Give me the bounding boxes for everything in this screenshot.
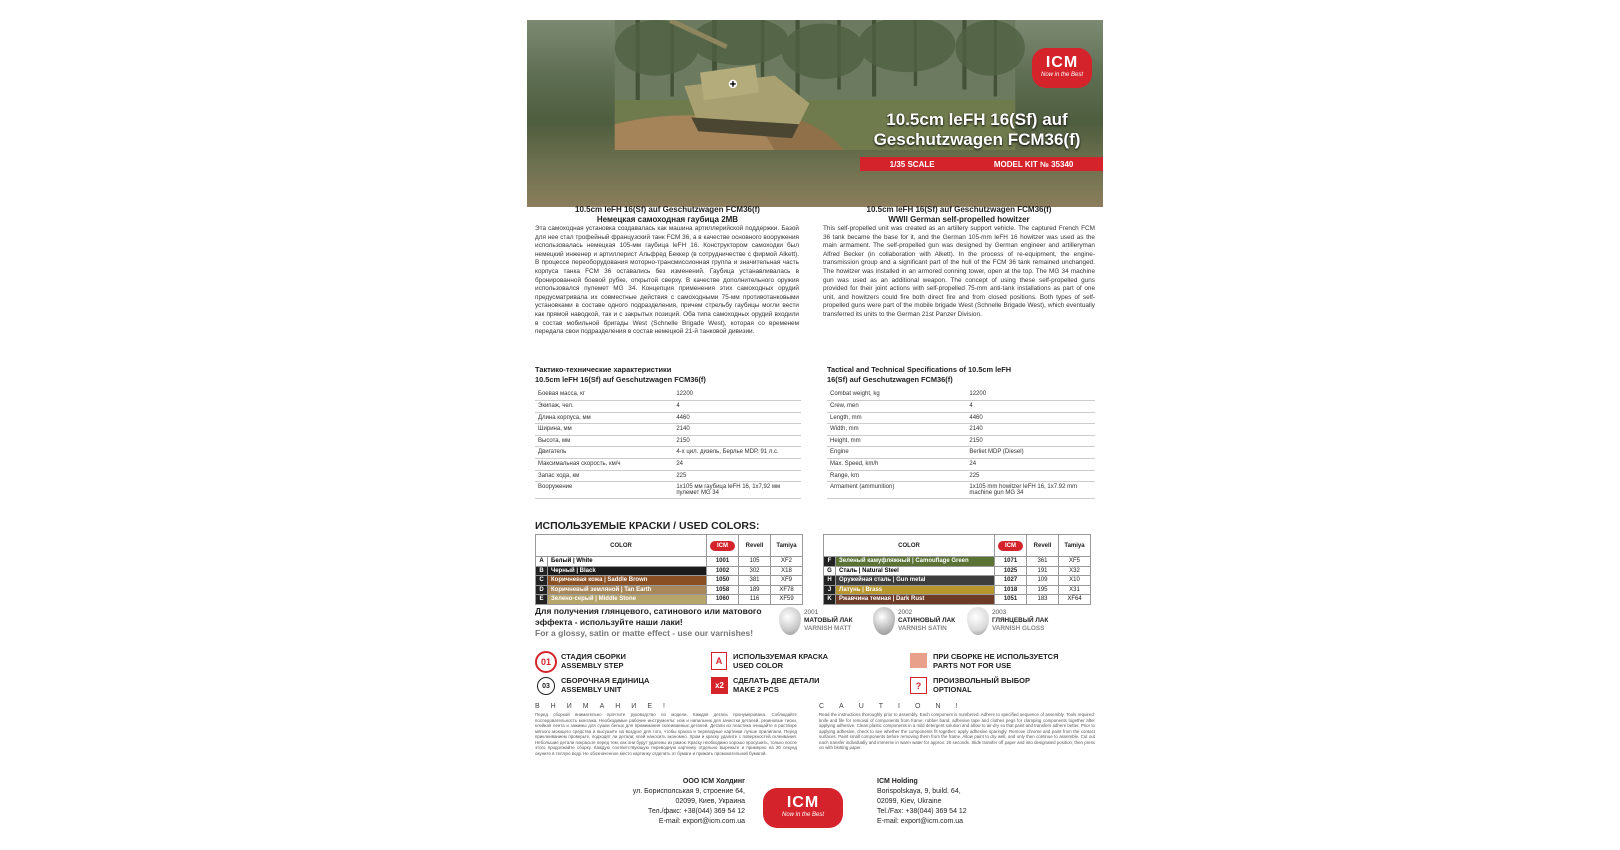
spec-label: Длина корпуса, мм [535, 412, 673, 424]
paint-letter: H [824, 576, 836, 586]
varnish-label [898, 609, 955, 633]
assembly-step-icon: 01 [535, 651, 557, 673]
paint-row [536, 557, 803, 567]
spec-value: 2140 [966, 424, 1095, 436]
spec-label: Combat weight, kg [827, 389, 966, 401]
icm-code: 1001 [707, 557, 739, 567]
varnish-promo: Для получения глянцевого, сатинового или матового эффекта - используйте наши лаки! For a glossy, satin or matte effect - use our varnishes! [535, 606, 762, 638]
varnish-num: 2001 [804, 609, 819, 616]
spec-row [535, 470, 801, 482]
spec-value: 12200 [673, 389, 801, 401]
warning-ru-heading: ВНИМАНИЕ! [535, 703, 676, 710]
revell-code: 191 [1027, 566, 1059, 576]
warning-en-heading: CAUTION! [819, 703, 973, 710]
address-en: ICM Holding Borispolskaya, 9, build. 64, 02099, Kiev, Ukraine Tel./Fax: +38(044) 369 54 12 E-mail: export@icm.com.ua [877, 778, 967, 825]
paint-row [536, 566, 803, 576]
spec-ru-title: Тактико-технические характеристики 10.5cm leFH 16(Sf) auf Geschutzwagen FCM36(f) [535, 365, 706, 384]
revell-code: 109 [1027, 576, 1059, 586]
revell-code: 302 [739, 566, 771, 576]
spec-en-table [827, 389, 1095, 499]
spec-value: 2150 [966, 435, 1095, 447]
icm-code: 1002 [707, 566, 739, 576]
kit-title: 10.5cm leFH 16(Sf) auf Geschutzwagen FCM36(f) [873, 110, 1081, 149]
tamiya-code: XF59 [771, 595, 803, 605]
spec-label: Length, mm [827, 412, 966, 424]
spec-label: Вооружение [535, 482, 673, 499]
paint-letter: F [824, 557, 836, 567]
paint-letter: D [536, 585, 548, 595]
instruction-sheet [527, 20, 1103, 840]
tamiya-code: XF78 [771, 585, 803, 595]
varnish-drop-icon [967, 607, 989, 635]
en-header: 10.5cm leFH 16(Sf) auf Geschutzwagen FCM36(f) WWII German self-propelled howitzer [866, 205, 1052, 224]
paint-letter: G [824, 566, 836, 576]
varnish-drop-icon [779, 607, 801, 635]
tamiya-code: X32 [1059, 566, 1091, 576]
tamiya-code: XF2 [771, 557, 803, 567]
assembly-unit-label: СБОРОЧНАЯ ЕДИНИЦА ASSEMBLY UNIT [561, 676, 650, 694]
spec-row [827, 482, 1095, 499]
icm-code: 1050 [707, 576, 739, 586]
spec-value: 1x105 mm howitzer leFH 16, 1x7.92 mm machine gun MG 34 [966, 482, 1095, 499]
icm-code: 1060 [707, 595, 739, 605]
tamiya-col-header: Tamiya [1059, 535, 1091, 557]
tamiya-code: XF9 [771, 576, 803, 586]
spec-label: Максимальная скорость, км/ч [535, 459, 673, 471]
spec-row [535, 447, 801, 459]
paint-name: Коричневая кожа | Saddle Brown [548, 576, 707, 586]
paint-letter: J [824, 585, 836, 595]
spec-value: 2140 [673, 424, 801, 436]
icm-col-header [707, 535, 739, 557]
icm-code: 1071 [995, 557, 1027, 567]
spec-ru-table [535, 389, 801, 499]
paint-row [824, 557, 1091, 567]
spec-en-title: Tactical and Technical Specifications of 10.5cm leFH 16(Sf) auf Geschutzwagen FCM36(f) [827, 365, 1012, 384]
spec-value: 225 [673, 470, 801, 482]
revell-code: 195 [1027, 585, 1059, 595]
revell-code: 189 [739, 585, 771, 595]
spec-label: Ширина, мм [535, 424, 673, 436]
spec-value: 4-х цил. дизель, Берлье MDP, 91 л.с. [673, 447, 801, 459]
make-two-icon: x2 [711, 677, 728, 694]
spec-value: 225 [966, 470, 1095, 482]
spec-row [827, 435, 1095, 447]
revell-code: 381 [739, 576, 771, 586]
spec-value: 4 [673, 401, 801, 413]
paint-name: Ржавчина темная | Dark Rust [836, 595, 995, 605]
paint-letter: B [536, 566, 548, 576]
icm-col-header [995, 535, 1027, 557]
spec-label: Height, mm [827, 435, 966, 447]
spec-value: Berliet MDP (Diesel) [966, 447, 1095, 459]
revell-code: 361 [1027, 557, 1059, 567]
box-art-image [527, 20, 1103, 207]
spec-label: Высота, мм [535, 435, 673, 447]
spec-value: 24 [966, 459, 1095, 471]
tamiya-col-header: Tamiya [771, 535, 803, 557]
spec-row [535, 435, 801, 447]
tamiya-code: X10 [1059, 576, 1091, 586]
paint-name: Сталь | Natural Steel [836, 566, 995, 576]
paint-table-left [535, 534, 803, 605]
varnish-ru: САТИНОВЫЙ ЛАК [898, 617, 956, 624]
paint-name: Латунь | Brass [836, 585, 995, 595]
tamiya-code: XF64 [1059, 595, 1091, 605]
varnish-label [992, 609, 1048, 633]
ru-description: Эта самоходная установка создавалась как машина артиллерийской поддержки. Базой для нее стал трофейный французский танк FCM 36, а в качестве основного вооружения использовалась немецкая 105-мм гаубица leFH 16. Конструктором самоходки был немецкий инженер и артиллерист Альфред Беккер (в сотрудничестве с фирмой Alkett). В процессе переоборудования моторно-трансмиссионная группа и значительная часть корпуса танка FCM 36 оставались без изменений. Гаубица устанавливалась в бронированной боевой рубке, открытой сверху. В качестве дополнительного оружия использовался пулемет MG 34. Концепция применения этих самоходных орудий предусматривала их совместные действия с самоходными 75-мм противотанковыми установками в составе одного подразделения, причем стрельбу гаубицы могли вести как прямой наводкой, так и с закрытых позиций. Оба типа самоходных орудий входили в состав мобильной бригады West (Schnelle Brigade West), которая со временем передала свои подразделения в состав немецкой 21-й танковой дивизии. [535, 225, 799, 336]
paint-name: Зеленый камуфляжный | Camouflage Green [836, 557, 995, 567]
spec-label: Двигатель [535, 447, 673, 459]
not-used-label: ПРИ СБОРКЕ НЕ ИСПОЛЬЗУЕТСЯ PARTS NOT FOR USE [933, 652, 1059, 670]
spec-row [535, 389, 801, 401]
icm-code: 1058 [707, 585, 739, 595]
optional-icon: ? [910, 677, 927, 694]
color-col-header: COLOR [824, 535, 995, 557]
varnish-ru: МАТОВЫЙ ЛАК [804, 617, 853, 624]
spec-row [827, 459, 1095, 471]
spec-label: Engine [827, 447, 966, 459]
paint-header-row [824, 535, 1091, 557]
spec-label: Armament (ammunition) [827, 482, 966, 499]
used-color-icon: A [711, 652, 727, 670]
spec-row [827, 412, 1095, 424]
paint-row [536, 585, 803, 595]
spec-value: 1x105 мм гаубица leFH 16, 1x7,92 мм пулемет MG 34 [673, 482, 801, 499]
paint-row [824, 566, 1091, 576]
varnish-en: VARNISH GLOSS [992, 625, 1045, 632]
assembly-step-label: СТАДИЯ СБОРКИ ASSEMBLY STEP [561, 652, 626, 670]
spec-label: Боевая масса, кг [535, 389, 673, 401]
spec-row [827, 424, 1095, 436]
spec-value: 4460 [673, 412, 801, 424]
en-description: This self-propelled unit was created as an artillery support vehicle. The captured French FCM 36 tank became the base for it, and the German 105-mm leFH 16 howitzer was used as the main armament. The self-propelled gun was designed by German engineer and artilleryman Alfred Becker (in collaboration with Alkett). In the process of re-equipment, the engine-transmission group and a significant part of the hull of the FCM 36 tank remained unchanged. The howitzer was installed in an armored conning tower, open at the top. The MG 34 machine gun was used as an additional weapon. The concept of using these self-propelled guns provided for their joint actions with self-propelled 75-mm anti-tank installations as part of one unit, and howitzers could fire both direct fire and from closed positions. Both types of self-propelled guns were part of the mobile brigade West (Schnelle Brigade West), which eventually transferred its units to the German 21st Panzer Division. [823, 225, 1095, 318]
tamiya-code: XF5 [1059, 557, 1091, 567]
revell-col-header: Revell [1027, 535, 1059, 557]
paint-name: Зелено-серый | Middle Stone [548, 595, 707, 605]
revell-code: 105 [739, 557, 771, 567]
varnish-label [804, 609, 853, 633]
tamiya-code: X31 [1059, 585, 1091, 595]
scale-bar [860, 157, 1103, 171]
spec-row [535, 459, 801, 471]
not-used-icon [910, 653, 927, 668]
spec-label: Max. Speed, km/h [827, 459, 966, 471]
icm-code: 1027 [995, 576, 1027, 586]
paint-letter: C [536, 576, 548, 586]
revell-col-header: Revell [739, 535, 771, 557]
varnish-num: 2002 [898, 609, 913, 616]
paint-row [536, 576, 803, 586]
varnish-num: 2003 [992, 609, 1007, 616]
varnish-drop-icon [873, 607, 895, 635]
spec-row [535, 424, 801, 436]
revell-code: 116 [739, 595, 771, 605]
paint-letter: K [824, 595, 836, 605]
spec-label: Запас хода, км [535, 470, 673, 482]
color-col-header: COLOR [536, 535, 707, 557]
address-ru: ООО ICM Холдинг ул. Борисполськая 9, строение 64, 02099, Киев, Украина Тел./факс: +38(044) 369 54 12 E-mail: export@icm.com.ua [632, 778, 745, 825]
paint-row [824, 585, 1091, 595]
warning-ru-text: Перед сборкой внимательно прочтите руководство по модели. Каждая деталь пронумерована. Соблюдайте последовательность монтажа. Необходимые рабочие инструменты: нож и напильник для зачистки деталей, резиновые тиски, клейкая лента и зажимы для сушки белых для прижимания склеиваемых деталей. Детали из пластика очищайте в растворе мягкого моющего средства и высушите на воздухе для того, чтобы краска и переводные картинки лучше прилипали. Перед приклеиванием проверьте, подходят ли детали; клей наносить экономно. Хром и краску удалите с поверхностей склеивания. Небольшие детали покрасьте перед тем, как они будут удалены из рамок. Краску необходимо хорошо просушить, только после этого продолжайте сборку. Каждую соответствующую переводную картинку отдельно вырежьте и примерно на 20 секунд окуните в теплую воду. Не обозначенное место картинку отделить от бумаги и прижать промокательной бумагой. [535, 712, 797, 756]
colors-heading: ИСПОЛЬЗУЕМЫЕ КРАСКИ / USED COLORS: [535, 520, 760, 532]
spec-value: 12200 [966, 389, 1095, 401]
spec-row [827, 470, 1095, 482]
used-color-label: ИСПОЛЬЗУЕМАЯ КРАСКА USED COLOR [733, 652, 829, 670]
spec-row [535, 401, 801, 413]
spec-row [827, 389, 1095, 401]
spec-label: Экипаж, чел. [535, 401, 673, 413]
icm-code: 1051 [995, 595, 1027, 605]
spec-value: 24 [673, 459, 801, 471]
varnish-en: VARNISH SATIN [898, 625, 947, 632]
paint-header-row [536, 535, 803, 557]
paint-row [536, 595, 803, 605]
paint-name: Оружейная сталь | Gun metal [836, 576, 995, 586]
spec-label: Crew, men [827, 401, 966, 413]
spec-value: 2150 [673, 435, 801, 447]
icm-logo-footer: ICM Now in the Best [763, 788, 843, 828]
revell-code: 183 [1027, 595, 1059, 605]
spec-value: 4460 [966, 412, 1095, 424]
paint-letter: E [536, 595, 548, 605]
paint-row [824, 576, 1091, 586]
ru-header: 10.5cm leFH 16(Sf) auf Geschutzwagen FCM36(f) Немецкая самоходная гаубица 2МВ [575, 205, 760, 224]
paint-table-right [823, 534, 1091, 605]
spec-label: Width, mm [827, 424, 966, 436]
paint-name: Белый | White [548, 557, 707, 567]
icm-mini-logo: ICM [998, 541, 1023, 551]
spec-row [827, 447, 1095, 459]
icm-code: 1025 [995, 566, 1027, 576]
optional-label: ПРОИЗВОЛЬНЫЙ ВЫБОР OPTIONAL [933, 676, 1030, 694]
spec-row [535, 482, 801, 499]
make-two-label: СДЕЛАТЬ ДВЕ ДЕТАЛИ MAKE 2 PCS [733, 676, 820, 694]
warning-en-text: Read the instructions thoroughly prior to assembly. Each component is numbered. Adhere to specified sequence of assembly. Tools required: knife and file for removal of components from frame; rubber band, adhesive tape and clothes pegs for clamping components together after applying adhesive. Clean plastic components in a mild detergent solution and allow to air-dry so that paint and transfers adhere better. Prior to applying adhesive, check to see whether the components fit together; apply adhesive sparingly. Remove chrome and paint from the contact surfaces. Paint small components before removing them from the frame. Allow paint to dry well, and only then continue to assemble. Cut out each transfer individually and immerse in warm water for approx. 20 seconds. Slide transfer off paper and into designated position, then press on with blotting paper. [819, 712, 1095, 750]
paint-name: Черный | Black [548, 566, 707, 576]
icm-code: 1018 [995, 585, 1027, 595]
spec-label: Range, km [827, 470, 966, 482]
spec-row [535, 412, 801, 424]
icm-logo: ICM Now in the Best [1032, 48, 1092, 88]
varnish-ru: ГЛЯНЦЕВЫЙ ЛАК [992, 617, 1049, 624]
assembly-unit-icon: 03 [537, 677, 555, 695]
tamiya-code: X18 [771, 566, 803, 576]
paint-row [824, 595, 1091, 605]
varnish-en: VARNISH MATT [804, 625, 852, 632]
model-number: MODEL KIT № 35340 [993, 159, 1074, 169]
spec-row [827, 401, 1095, 413]
paint-name: Коричневый земляной | Tan Earth [548, 585, 707, 595]
icm-mini-logo: ICM [710, 541, 735, 551]
paint-letter: A [536, 557, 548, 567]
spec-value: 4 [966, 401, 1095, 413]
scale-label: 1/35 SCALE [889, 159, 935, 169]
